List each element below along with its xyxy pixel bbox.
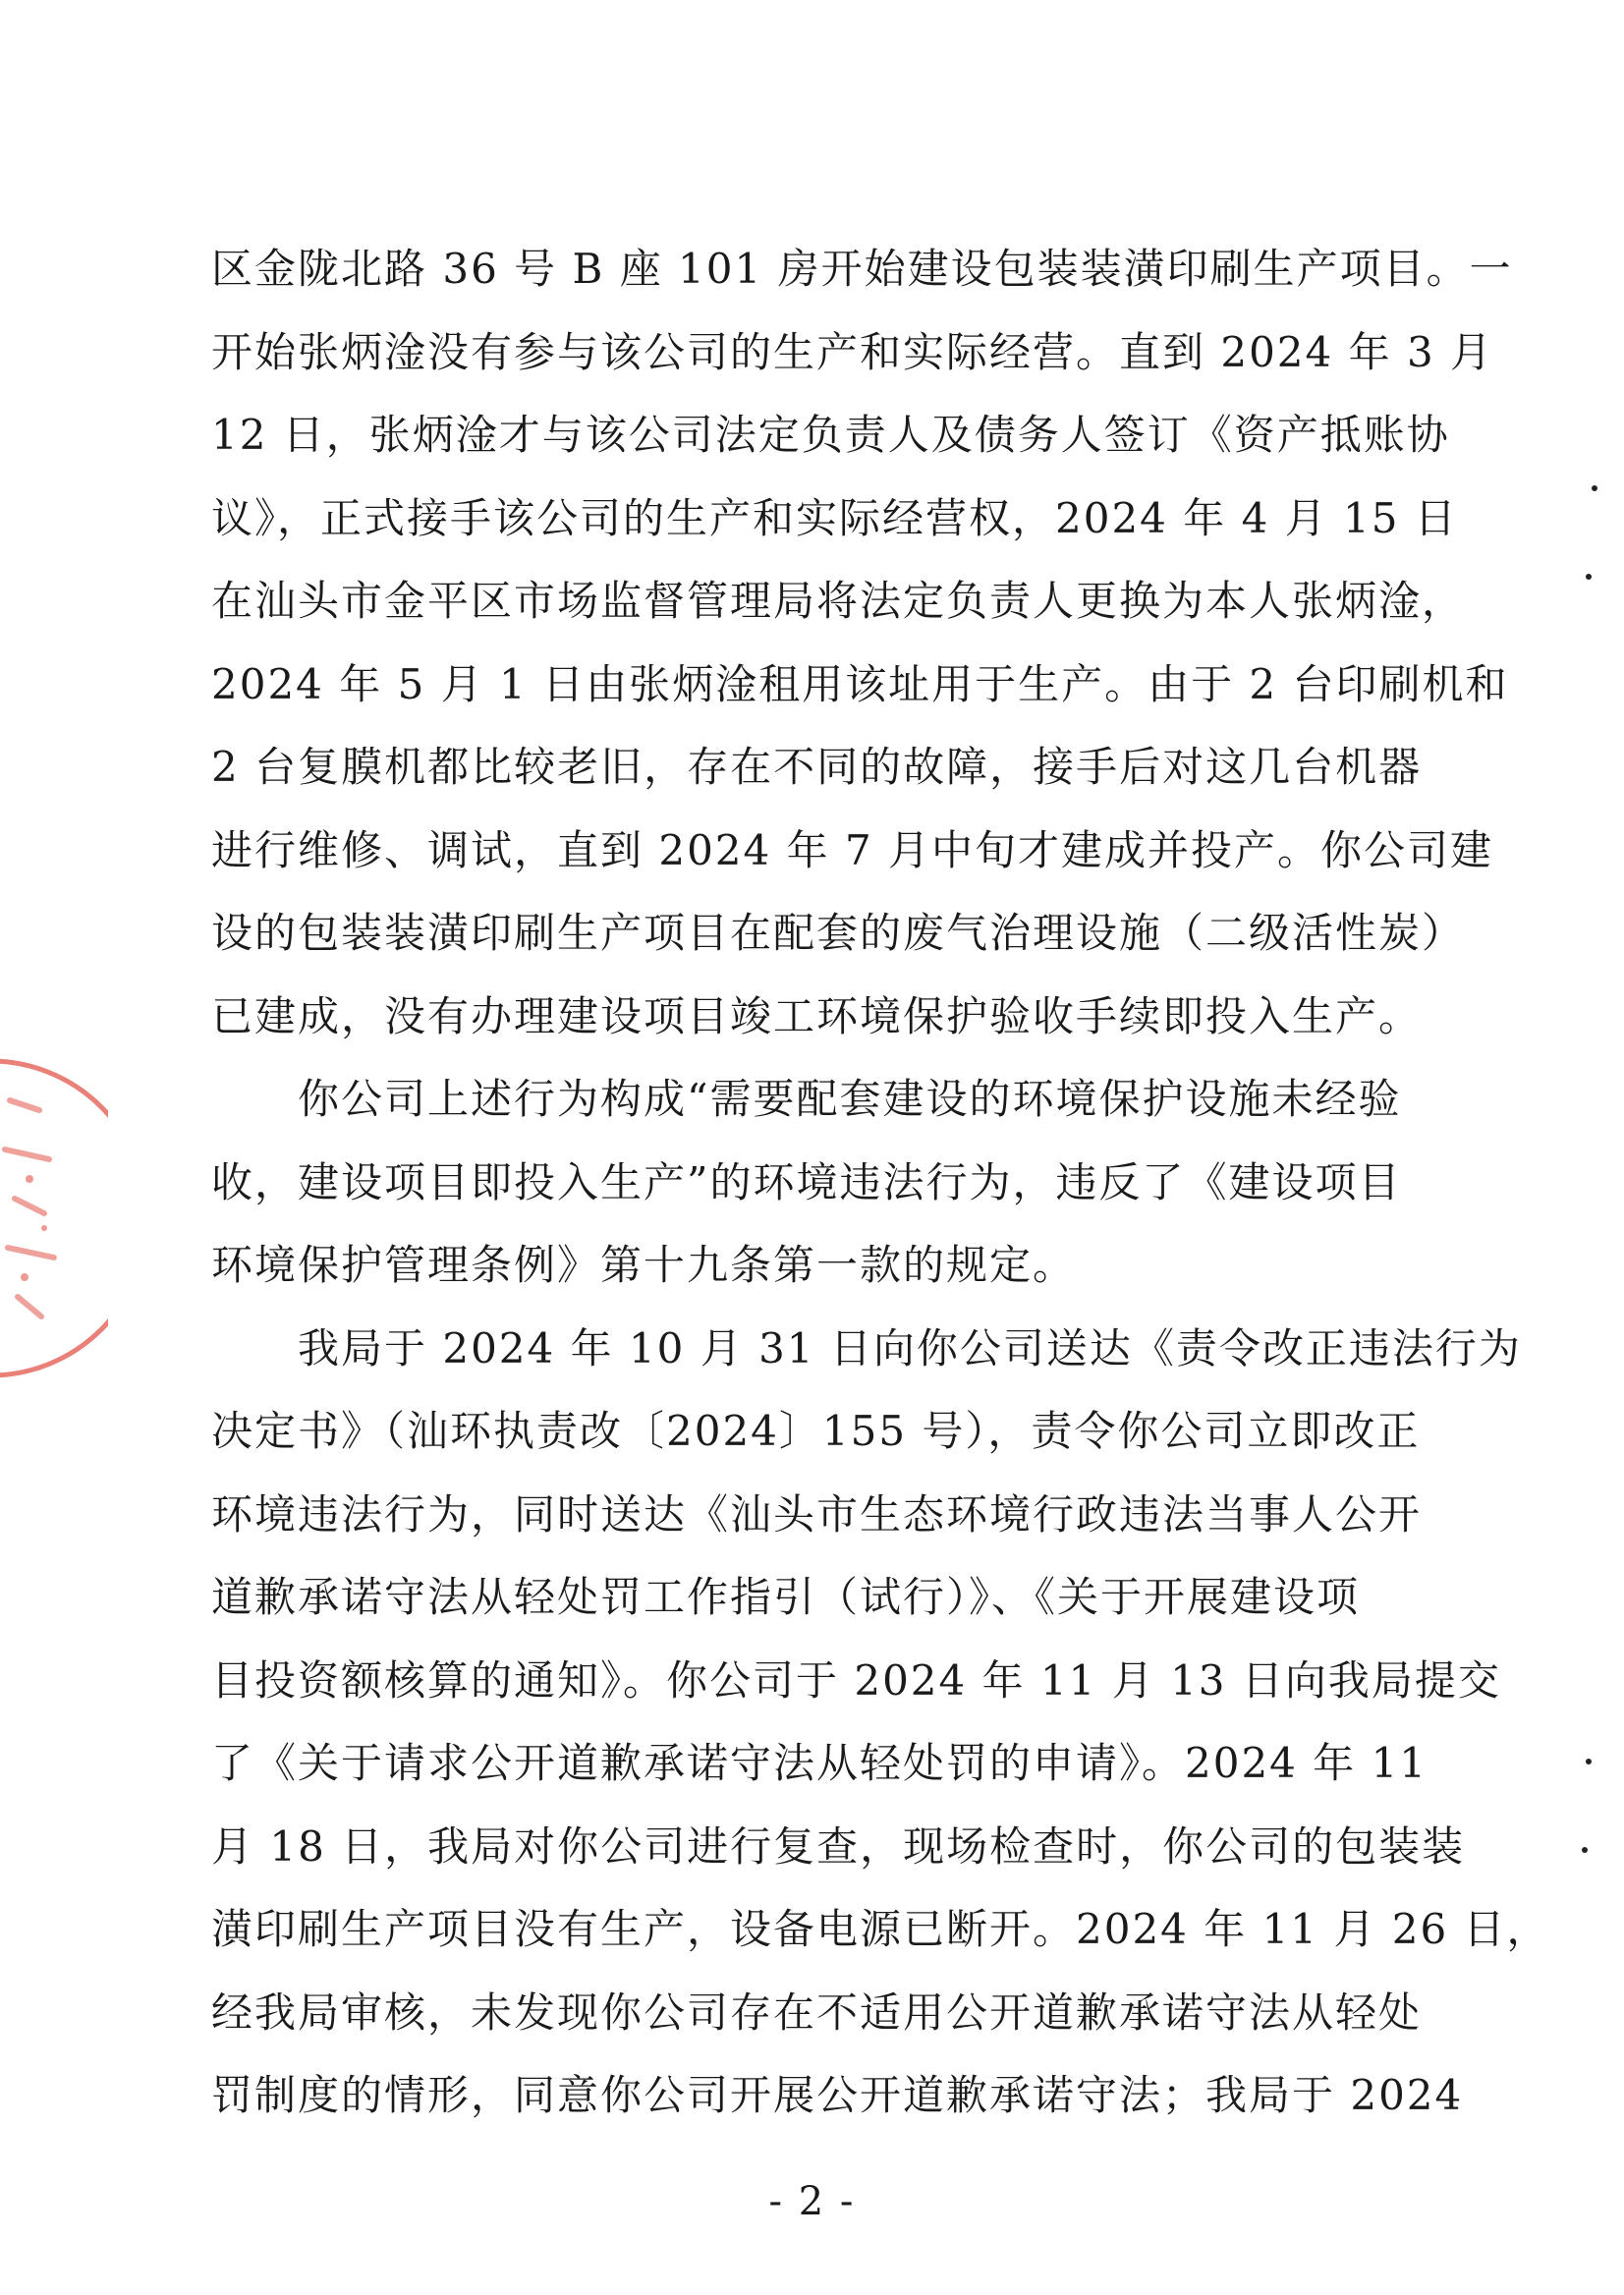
text-line: 环境保护管理条例》第十九条第一款的规定。 [211,1241,1077,1289]
text-line: 12 日，张炳淦才与该公司法定负责人及债务人签订《资产抵账协 [211,411,1450,459]
scan-speck-icon [1592,485,1597,491]
text-line: 区金陇北路 36 号 B 座 101 房开始建设包装装潢印刷生产项目。一 [211,245,1513,293]
text-line: 已建成，没有办理建设项目竣工环境保护验收手续即投入生产。 [211,991,1423,1040]
text-line: 进行维修、调试，直到 2024 年 7 月中旬才建成并投产。你公司建 [211,825,1494,874]
red-seal-stamp-icon [0,1041,108,1395]
paragraph-start-line: 你公司上述行为构成“需要配套建设的环境保护设施未经验 [298,1075,1402,1123]
document-body [211,228,1550,2138]
text-line: 收，建设项目即投入生产”的环境违法行为，违反了《建设项目 [211,1157,1402,1206]
scan-speck-icon [1586,574,1592,580]
scan-speck-icon [1582,1847,1588,1853]
text-line: 经我局审核，未发现你公司存在不适用公开道歉承诺守法从轻处 [211,1987,1423,2037]
text-line: 目投资额核算的通知》。你公司于 2024 年 11 月 13 日向我局提交 [211,1655,1501,1705]
page-number: - 2 - [768,2179,856,2224]
text-line: 罚制度的情形，同意你公司开展公开道歉承诺守法；我局于 2024 [211,2071,1464,2119]
text-line: 在汕头市金平区市场监督管理局将法定负责人更换为本人张炳淦， [211,577,1466,625]
text-line: 了《关于请求公开道歉承诺守法从轻处罚的申请》。2024 年 11 [211,1739,1428,1787]
scan-speck-icon [1586,1759,1592,1764]
paragraph-start-line: 我局于 2024 年 10 月 31 日向你公司送达《责令改正违法行为 [298,1323,1522,1372]
text-line: 议》，正式接手该公司的生产和实际经营权，2024 年 4 月 15 日 [211,493,1458,542]
text-line: 开始张炳淦没有参与该公司的生产和实际经营。直到 2024 年 3 月 [211,327,1494,376]
text-line: 环境违法行为，同时送达《汕头市生态环境行政违法当事人公开 [211,1489,1423,1539]
text-line: 2 台复膜机都比较老旧，存在不同的故障，接手后对这几台机器 [211,743,1423,791]
text-line: 月 18 日，我局对你公司进行复查，现场检查时，你公司的包装装 [211,1821,1466,1871]
text-line: 潢印刷生产项目没有生产，设备电源已断开。2024 年 11 月 26 日， [211,1905,1550,1953]
text-line: 道歉承诺守法从轻处罚工作指引（试行）》、《关于开展建设项 [211,1573,1361,1621]
text-line: 设的包装装潢印刷生产项目在配套的废气治理设施（二级活性炭） [211,909,1466,957]
text-line: 决定书》（汕环执责改〔2024〕155 号），责令你公司立即改正 [211,1407,1421,1455]
text-line: 2024 年 5 月 1 日由张炳淦租用该址用于生产。由于 2 台印刷机和 [211,659,1509,708]
